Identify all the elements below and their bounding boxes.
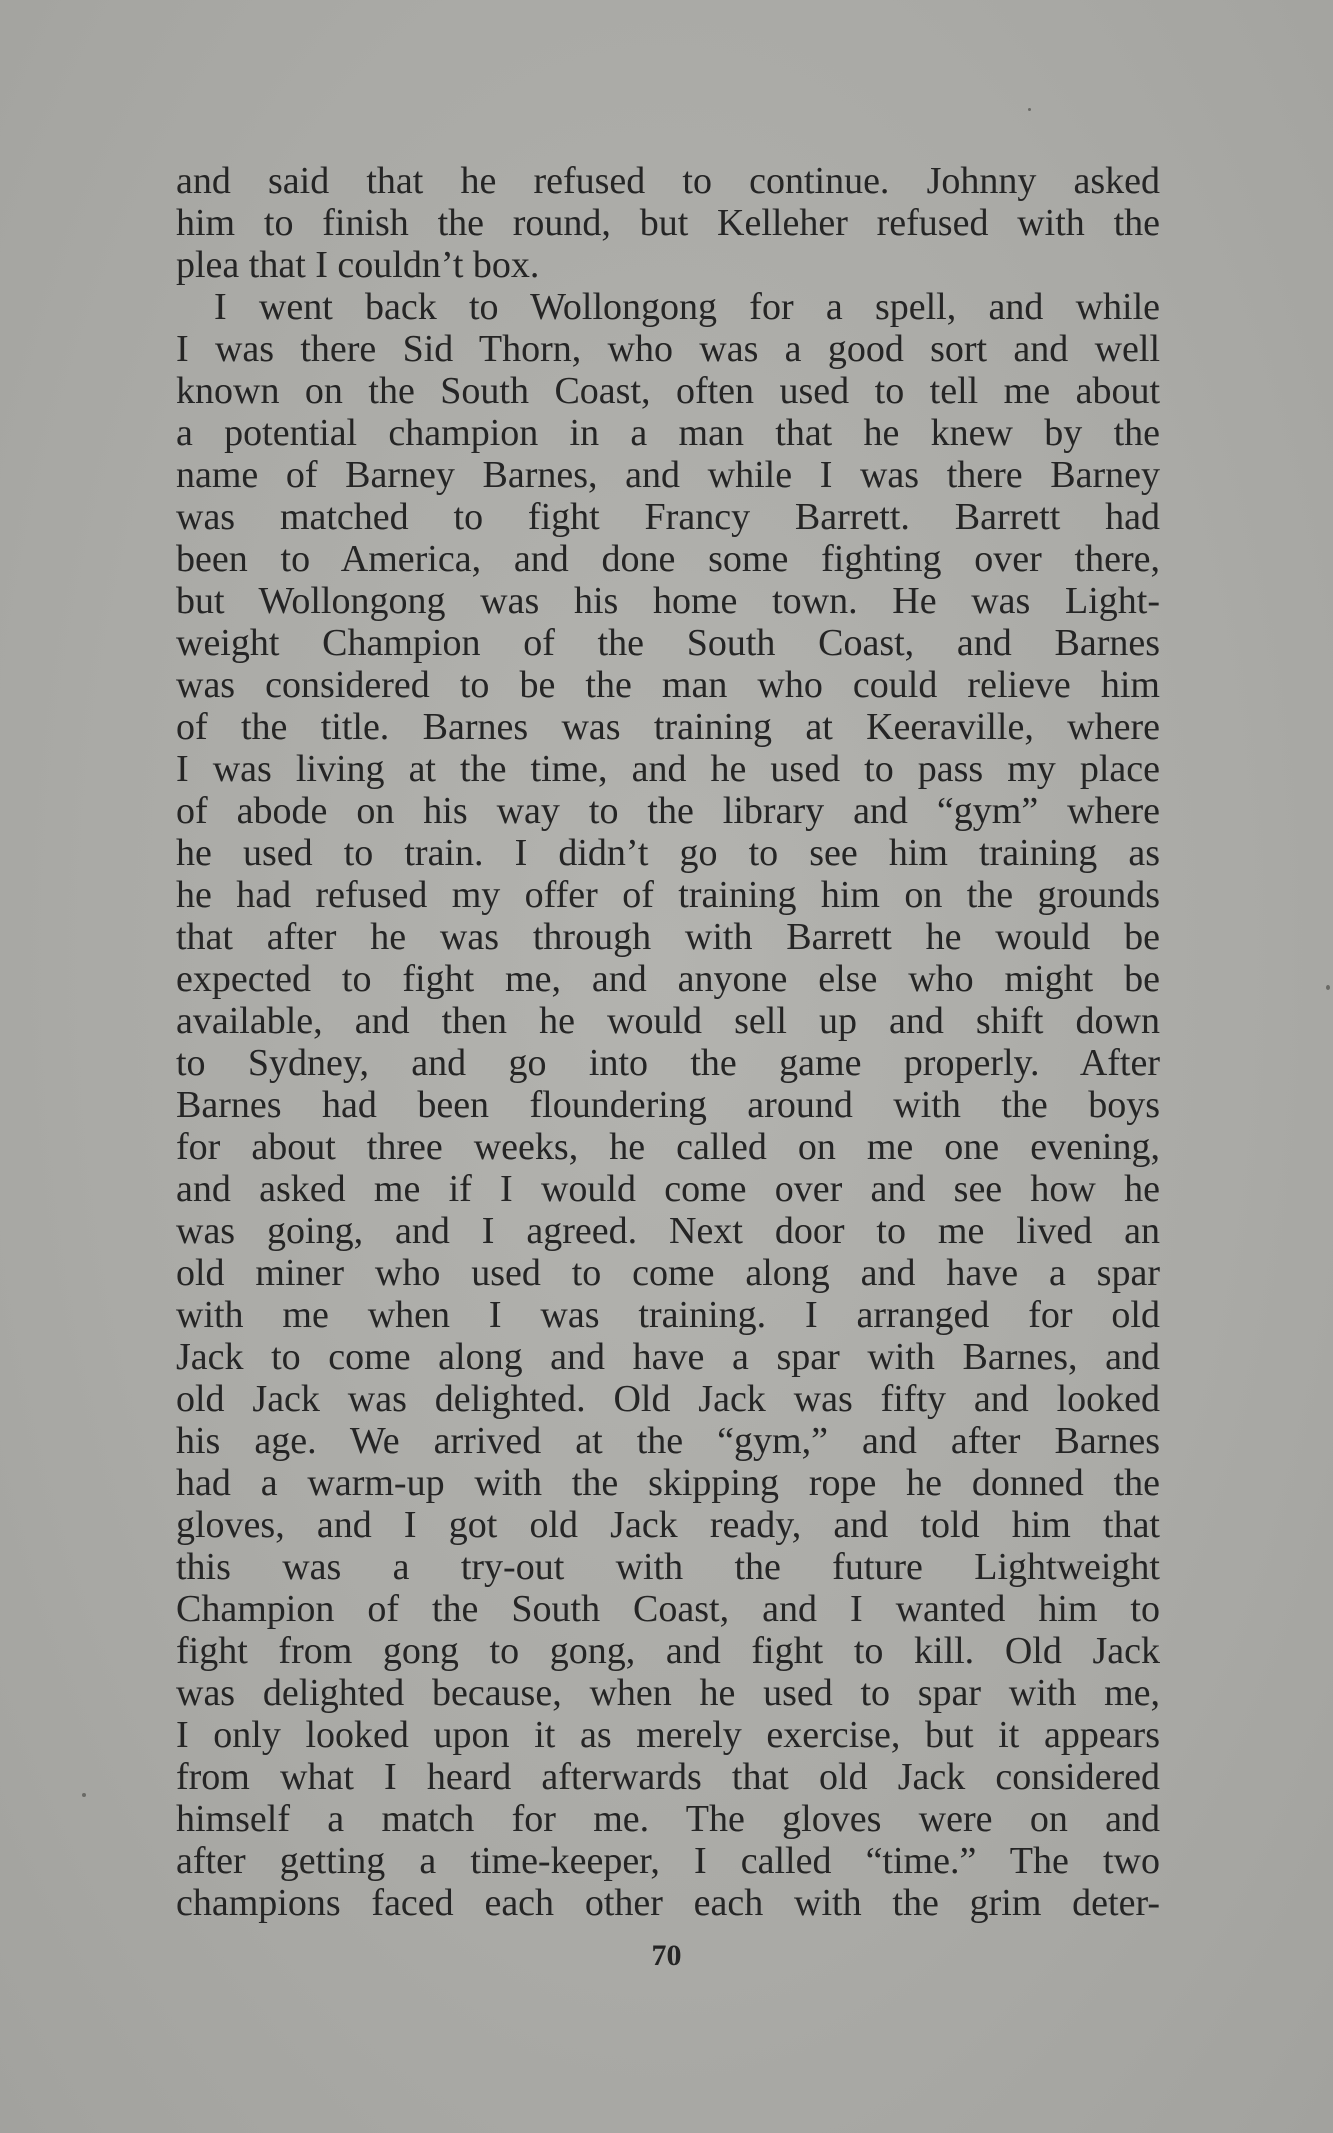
text-line: I was there Sid Thorn, who was a good sort and well bbox=[176, 328, 1160, 370]
text-line: had a warm-up with the skipping rope he donned the bbox=[176, 1462, 1160, 1504]
body-text bbox=[176, 160, 1160, 1924]
text-line: I went back to Wollongong for a spell, and while bbox=[214, 286, 1160, 328]
text-line: of abode on his way to the library and “gym” where bbox=[176, 790, 1160, 832]
text-line: I was living at the time, and he used to pass my place bbox=[176, 748, 1160, 790]
text-line: Jack to come along and have a spar with Barnes, and bbox=[176, 1336, 1160, 1378]
text-line: plea that I couldn’t box. bbox=[176, 244, 540, 286]
text-line: with me when I was training. I arranged for old bbox=[176, 1294, 1160, 1336]
text-line: name of Barney Barnes, and while I was there Barney bbox=[176, 454, 1160, 496]
text-line: after getting a time-keeper, I called “time.” The two bbox=[176, 1840, 1160, 1882]
text-line: to Sydney, and go into the game properly. After bbox=[176, 1042, 1160, 1084]
text-line: old miner who used to come along and have a spar bbox=[176, 1252, 1160, 1294]
text-line: he used to train. I didn’t go to see him training as bbox=[176, 832, 1160, 874]
text-line: expected to fight me, and anyone else who might be bbox=[176, 958, 1160, 1000]
page-number: 70 bbox=[651, 1939, 682, 1972]
text-line: this was a try-out with the future Lightweight bbox=[176, 1546, 1160, 1588]
text-line: weight Champion of the South Coast, and Barnes bbox=[176, 622, 1160, 664]
text-line: gloves, and I got old Jack ready, and told him that bbox=[176, 1504, 1160, 1546]
text-line: but Wollongong was his home town. He was Light- bbox=[176, 580, 1160, 622]
text-line: fight from gong to gong, and fight to kill. Old Jack bbox=[176, 1630, 1160, 1672]
text-line: himself a match for me. The gloves were on and bbox=[176, 1798, 1160, 1840]
text-line: from what I heard afterwards that old Jack considered bbox=[176, 1756, 1160, 1798]
text-line: his age. We arrived at the “gym,” and after Barnes bbox=[176, 1420, 1160, 1462]
text-line: champions faced each other each with the grim deter- bbox=[176, 1882, 1160, 1924]
text-line: a potential champion in a man that he knew by the bbox=[176, 412, 1160, 454]
text-line: known on the South Coast, often used to tell me about bbox=[176, 370, 1160, 412]
text-line: of the title. Barnes was training at Keeraville, where bbox=[176, 706, 1160, 748]
text-line: for about three weeks, he called on me one evening, bbox=[176, 1126, 1160, 1168]
text-line: was going, and I agreed. Next door to me lived an bbox=[176, 1210, 1160, 1252]
text-line: he had refused my offer of training him on the grounds bbox=[176, 874, 1160, 916]
text-line: that after he was through with Barrett he would be bbox=[176, 916, 1160, 958]
paper-speck bbox=[82, 1793, 86, 1797]
text-line: old Jack was delighted. Old Jack was fifty and looked bbox=[176, 1378, 1160, 1420]
text-line: was considered to be the man who could relieve him bbox=[176, 664, 1160, 706]
text-line: Champion of the South Coast, and I wanted him to bbox=[176, 1588, 1160, 1630]
text-line: and said that he refused to continue. Johnny asked bbox=[176, 160, 1160, 202]
text-line: and asked me if I would come over and see how he bbox=[176, 1168, 1160, 1210]
text-line: was matched to fight Francy Barrett. Barrett had bbox=[176, 496, 1160, 538]
text-line: Barnes had been floundering around with the boys bbox=[176, 1084, 1160, 1126]
text-line: I only looked upon it as merely exercise, but it appears bbox=[176, 1714, 1160, 1756]
paper-speck bbox=[1028, 108, 1031, 111]
text-line: been to America, and done some fighting over there, bbox=[176, 538, 1160, 580]
text-line: was delighted because, when he used to spar with me, bbox=[176, 1672, 1160, 1714]
paper-speck bbox=[1326, 985, 1330, 990]
text-line: available, and then he would sell up and shift down bbox=[176, 1000, 1160, 1042]
text-line: him to finish the round, but Kelleher refused with the bbox=[176, 202, 1160, 244]
